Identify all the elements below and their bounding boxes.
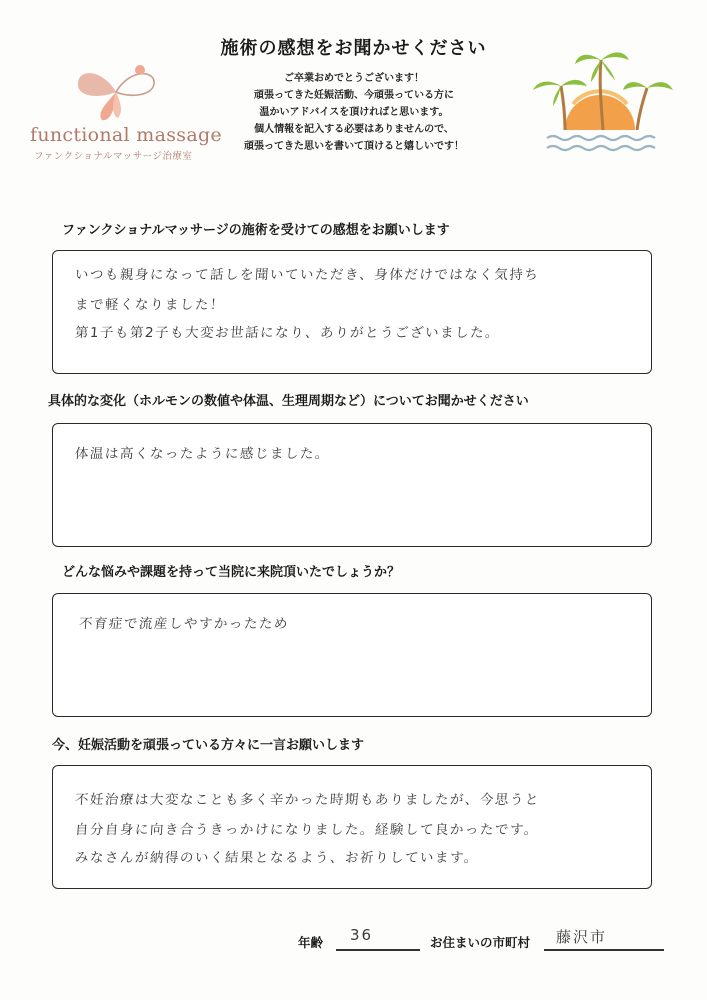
answer-3-line: 不育症で流産しやすかったため xyxy=(78,616,290,632)
answer-4-line: 自分自身に向き合うきっかけになりました。経験して良かったです。 xyxy=(74,822,540,838)
age-label: 年齢 xyxy=(298,935,324,950)
intro-line: 頑張ってきた思いを書いて頂けると嬉しいです！ xyxy=(244,141,464,152)
question-1-label: ファンクショナルマッサージの施術を受けての感想をお願いします xyxy=(62,223,450,238)
intro-text xyxy=(222,70,486,155)
answer-1-line: 第1子も第2子も大変お世話になり、ありがとうございました。 xyxy=(74,325,501,341)
answer-3-box[interactable] xyxy=(52,593,652,717)
palm-trees-sunset-icon xyxy=(525,42,675,160)
intro-line: 頑張ってきた妊娠活動、今頑張っている方に xyxy=(254,90,454,101)
answer-1-box[interactable] xyxy=(52,250,652,374)
logo-name: functional massage xyxy=(30,124,222,146)
age-underline xyxy=(336,949,420,951)
question-3-label: どんな悩みや課題を持って当院に来院頂いたでしょうか？ xyxy=(62,565,401,580)
decoration xyxy=(525,42,675,160)
question-2-label: 具体的な変化（ホルモンの数値や体温、生理周期など）についてお聞かせください xyxy=(48,394,529,409)
brand-logo xyxy=(28,58,222,162)
answer-1-line: いつも親身になって話しを聞いていただき、身体だけではなく気持ち xyxy=(74,267,540,283)
logo-subtitle: ファンクショナルマッサージ治療室 xyxy=(34,151,193,162)
answer-2-line: 体温は高くなったように感じました。 xyxy=(74,446,331,462)
answer-4-line: みなさんが納得のいく結果となるよう、お祈りしています。 xyxy=(74,850,480,866)
city-underline xyxy=(544,949,664,951)
page-title: 施術の感想をお聞かせください xyxy=(220,38,487,59)
answer-4-box[interactable] xyxy=(52,765,652,889)
intro-line: ご卒業おめでとうございます！ xyxy=(284,73,424,84)
question-4-label: 今、妊娠活動を頑張っている方々に一言お願いします xyxy=(52,738,365,753)
answer-2-box[interactable] xyxy=(52,423,652,547)
answer-1-line: まで軽くなりました！ xyxy=(74,297,226,313)
city-label: お住まいの市町村 xyxy=(430,935,531,950)
city-value[interactable]: 藤沢市 xyxy=(556,928,608,946)
intro-line: 温かいアドバイスを頂ければと思います。 xyxy=(259,107,449,118)
age-value[interactable]: 36 xyxy=(350,926,374,944)
answer-4-line: 不妊治療は大変なことも多く辛かった時期もありましたが、今思うと xyxy=(74,792,541,808)
butterfly-logo-icon xyxy=(66,58,166,122)
intro-line: 個人情報を記入する必要はありませんので、 xyxy=(254,124,454,135)
